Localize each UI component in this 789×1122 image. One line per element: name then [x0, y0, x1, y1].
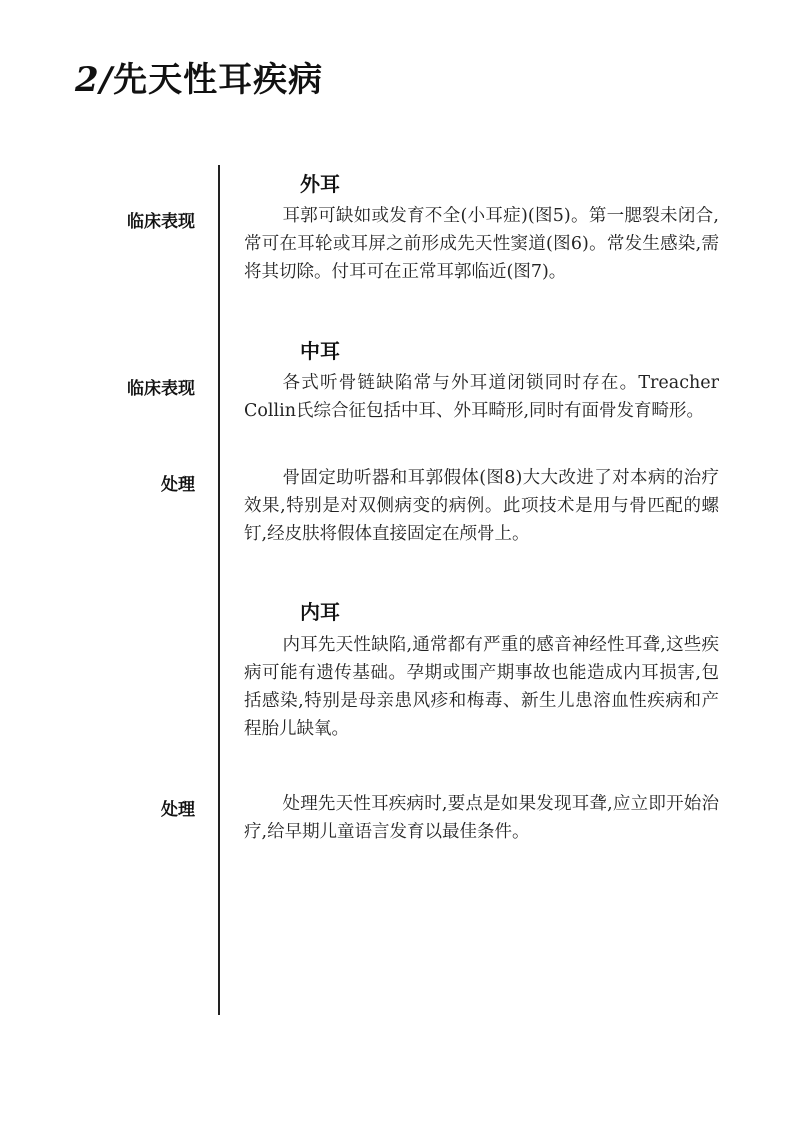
section-heading-middle-ear: 中耳 — [300, 339, 340, 363]
paragraph-treatment-1: 骨固定助听器和耳郭假体(图8)大大改进了对本病的治疗效果,特别是对双侧病变的病例。此项技术是用与骨匹配的螺钉,经皮肤将假体直接固定在颅骨上。 — [244, 468, 719, 544]
chapter-title: 先天性耳疾病 — [113, 60, 324, 100]
side-label-clinical-outer: 临床表现 — [127, 212, 195, 232]
section-heading-inner-ear: 内耳 — [300, 600, 340, 624]
paragraph-middle-ear: 各式听骨链缺陷常与外耳道闭锁同时存在。Treacher Collin氏综合征包括中耳、外耳畸形,同时有面骨发育畸形。 — [244, 373, 719, 421]
paragraph-inner-ear: 内耳先天性缺陷,通常都有严重的感音神经性耳聋,这些疾病可能有遗传基础。孕期或围产期事故也能造成内耳损害,包括感染,特别是母亲患风疹和梅毒、新生儿患溶血性疾病和产程胎儿缺氧。 — [244, 635, 719, 739]
side-label-treatment-2: 处理 — [161, 800, 195, 820]
chapter-header — [75, 52, 323, 101]
paragraph-outer-ear: 耳郭可缺如或发育不全(小耳症)(图5)。第一腮裂未闭合,常可在耳轮或耳屏之前形成先天性窦道(图6)。常发生感染,需将其切除。付耳可在正常耳郭临近(图7)。 — [244, 206, 719, 282]
margin-rule — [218, 165, 220, 1015]
side-label-treatment-1: 处理 — [161, 475, 195, 495]
side-label-clinical-middle: 临床表现 — [127, 379, 195, 399]
section-heading-outer-ear: 外耳 — [300, 172, 340, 196]
paragraph-treatment-2: 处理先天性耳疾病时,要点是如果发现耳聋,应立即开始治疗,给早期儿童语言发育以最佳条件。 — [244, 794, 719, 842]
chapter-number: 2/ — [75, 60, 114, 100]
